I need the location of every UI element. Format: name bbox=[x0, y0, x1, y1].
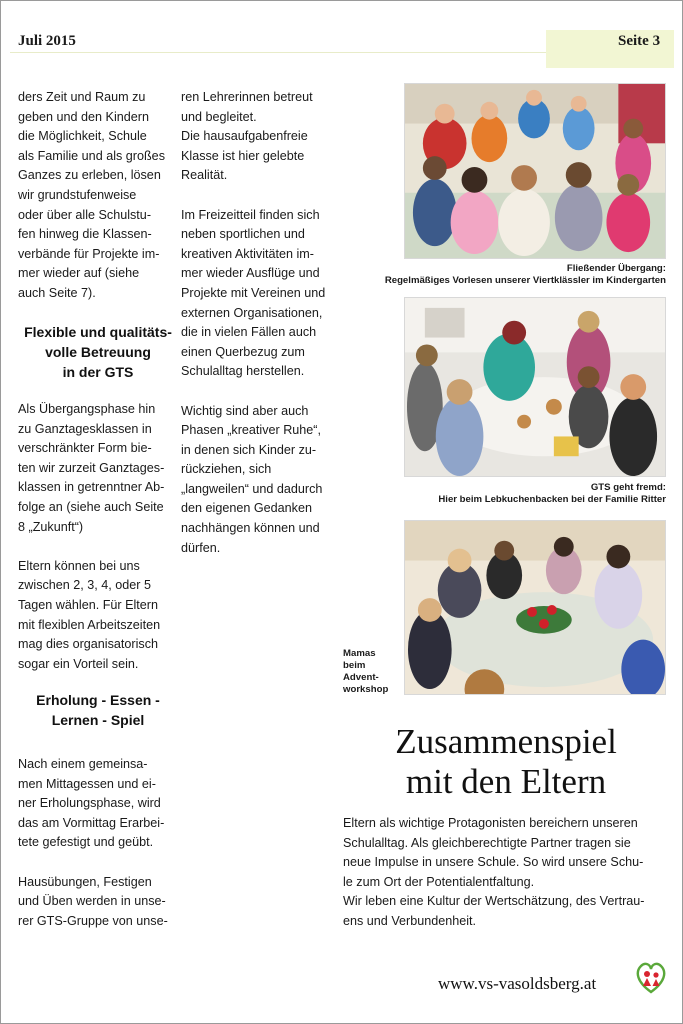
footer-website-link[interactable]: www.vs-vasoldsberg.at bbox=[438, 974, 597, 993]
col2-paragraph-2: Im Freizeitteil finden sich neben sportlichen und kreativen Aktivitäten im- mer wieder Ausflüge und Projekte mit Vereinen und externen Organisationen, die in vielen Fällen auch einen Querbezug zum Schulalltag herstellen. bbox=[181, 207, 326, 379]
gingerbread-baking-photo bbox=[404, 297, 666, 477]
caption-reading-circle: Fließender Übergang: Regelmäßiges Vorlesen unserer Viertklässler im Kindergarten bbox=[384, 263, 666, 286]
page-number: Seite 3 bbox=[618, 33, 661, 49]
col1-paragraph-4: Nach einem gemeinsa- men Mittagessen und ei- ner Erholungsphase, wird das am Vormittag Erarbei- tete gefestigt und geübt. bbox=[18, 757, 165, 850]
caption-gingerbread-baking: GTS geht fremd: Hier beim Lebkuchenbacken bei der Familie Ritter bbox=[438, 482, 666, 505]
section-heading-betreuung: Flexible und qualitäts- volle Betreuung in der GTS bbox=[24, 324, 172, 380]
header-rule bbox=[10, 52, 546, 53]
col1-paragraph-3: Eltern können bei uns zwischen 2, 3, 4, oder 5 Tagen wählen. Für Eltern mit flexiblen Arbeitszeiten mag dies organisatorisch sogar ein Vorteil sein. bbox=[18, 558, 161, 671]
section-heading-erholung: Erholung - Essen - Lernen - Spiel bbox=[36, 692, 160, 728]
col1-paragraph-5: Hausübungen, Festigen und Üben werden in unse- rer GTS-Gruppe von unse- bbox=[18, 874, 168, 928]
reading-circle-photo bbox=[404, 83, 666, 259]
col2-paragraph-1: ren Lehrerinnen betreut und begleitet. Die hausaufgabenfreie Klasse ist hier gelebte Realität. bbox=[181, 90, 313, 183]
caption-advent-workshop: Mamas beim Advent- workshop bbox=[343, 648, 389, 695]
article-title: Zusammenspiel mit den Eltern bbox=[395, 722, 617, 801]
col1-paragraph-1: ders Zeit und Raum zu geben und den Kindern die Möglichkeit, Schule als Familie und als großes Ganzes zu erleben, lösen wir grundstufenweise oder über alle Schulstu- fen hinweg die Klassen- verbände für Projekte im- mer wieder auf (siehe auch Seite 7). bbox=[18, 90, 165, 300]
col1-paragraph-2: Als Übergangsphase hin zu Ganztagesklassen in verschränkter Form bie- ten wir zurzeit Ganztages- klassen in getrenntner Ab- folge an (siehe auch Seite 8 „Zukunft“) bbox=[18, 402, 165, 534]
article-intro: Eltern als wichtige Protagonisten bereichern unseren Schulalltag. Als gleichberechtigte Partner tragen sie neue Impulse in unsere Schule. So wird unsere Schu- le zum Ort der Potentialentfaltung. Wir leben eine Kultur der Wertschätzung, des Vertrau- ens und Verbundenheit. bbox=[343, 816, 645, 928]
col2-paragraph-3: Wichtig sind aber auch Phasen „kreativer Ruhe“, in denen sich Kinder zu- rückziehen, sich „langweilen“ und dadurch den eigenen Gedanken nachhängen können und dürfen. bbox=[181, 403, 323, 555]
school-logo-icon bbox=[633, 960, 669, 994]
column-left bbox=[18, 88, 178, 304]
column-left-part-2 bbox=[18, 400, 178, 674]
column-left-part-3 bbox=[18, 755, 178, 931]
column-middle bbox=[181, 88, 341, 558]
advent-workshop-photo bbox=[404, 520, 666, 695]
issue-date: Juli 2015 bbox=[18, 33, 76, 49]
